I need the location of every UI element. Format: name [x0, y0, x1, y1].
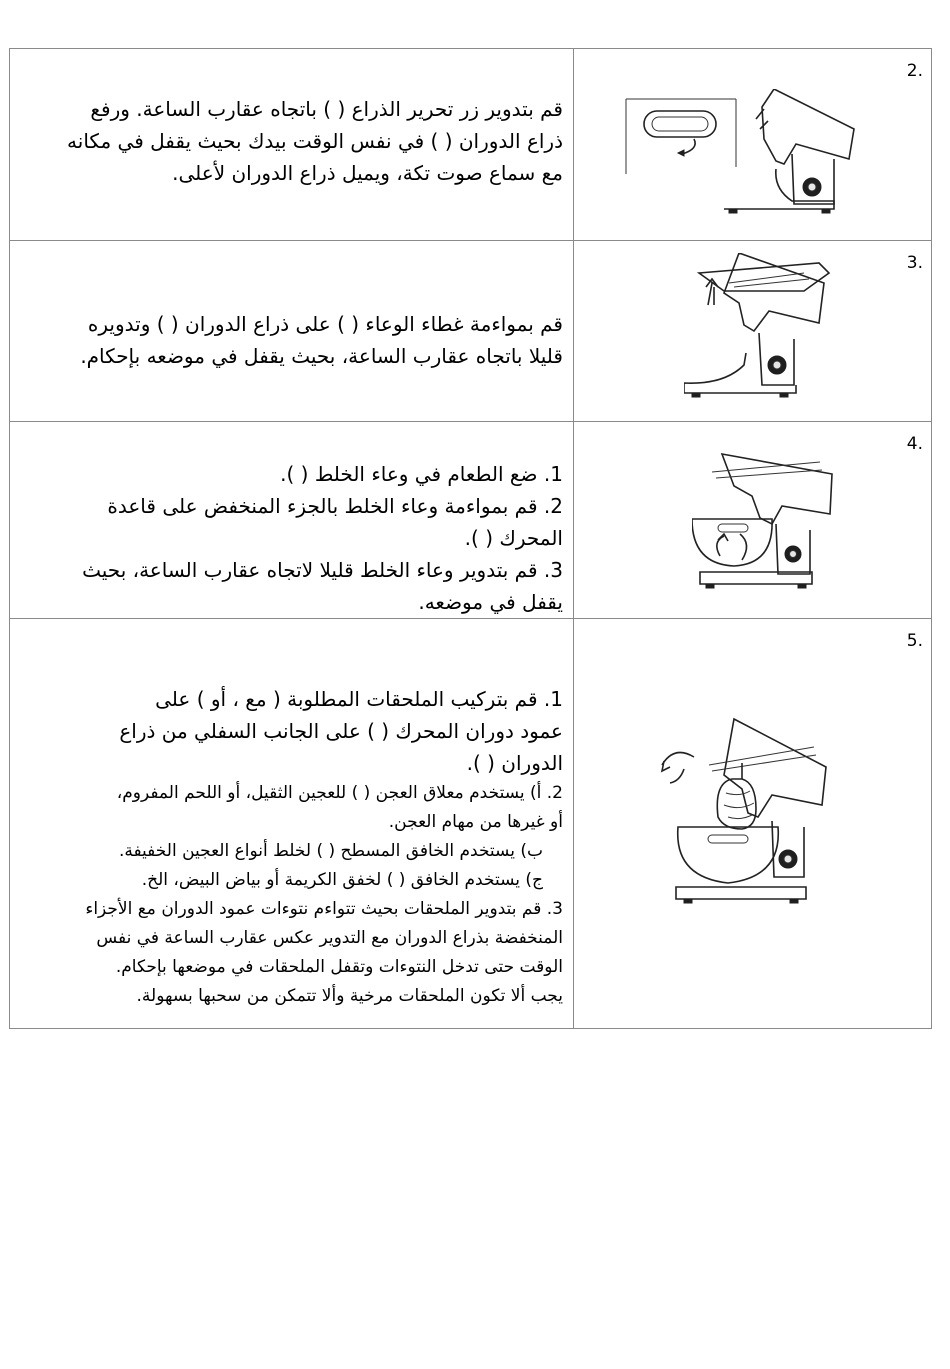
- step-4-image-cell: [574, 422, 932, 619]
- step-2-text: [10, 49, 573, 189]
- step-4-line: يقفل في موضعه.: [418, 590, 563, 614]
- step-4-line: 1. ضع الطعام في وعاء الخلط ( ).: [280, 462, 563, 486]
- step-5-image-cell: [574, 619, 932, 1029]
- step-5-line: ج) يستخدم الخافق ( ) لخفق الكريمة أو بياض البيض، الخ.: [141, 870, 543, 890]
- step-5-line: المنخفضة بذراع الدوران مع التدوير عكس عقارب الساعة في نفس: [96, 928, 563, 948]
- step-5-line: الدوران ( ).: [466, 751, 563, 775]
- step-number: 3.: [906, 253, 923, 273]
- step-2-image-cell: [574, 49, 932, 241]
- step-3-line: قليلا باتجاه عقارب الساعة، بحيث يقفل في موضعه بإحكام.: [80, 344, 563, 368]
- mixer-arm-release-illustration: [624, 89, 864, 219]
- step-4-line: المحرك ( ).: [464, 526, 563, 550]
- step-5-line: أو غيرها من مهام العجن.: [388, 812, 563, 832]
- step-5-text: [10, 619, 573, 1011]
- step-3-image-cell: [574, 241, 932, 422]
- step-3-line: قم بمواءمة غطاء الوعاء ( ) على ذراع الدوران ( ) وتدويره: [87, 312, 563, 336]
- step-3-text-cell: [10, 241, 574, 422]
- step-5-line: يجب ألا تكون الملحقات مرخية وألا تتمكن من سحبها بسهولة.: [136, 986, 563, 1006]
- step-4-text: [10, 422, 573, 618]
- step-2-line: قم بتدوير زر تحرير الذراع ( ) باتجاه عقارب الساعة. ورفع: [90, 97, 563, 121]
- step-5-line: ب) يستخدم الخافق المسطح ( ) لخلط أنواع العجين الخفيفة.: [118, 841, 543, 861]
- step-5-line: 1. قم بتركيب الملحقات المطلوبة ( مع ، أو ) على: [155, 687, 563, 711]
- step-row-3: [10, 241, 932, 422]
- step-2-text-cell: [10, 49, 574, 241]
- instructions-table: [9, 48, 932, 1029]
- step-5-line: 3. قم بتدوير الملحقات بحيث تتواءم نتوءات عمود الدوران مع الأجزاء: [85, 899, 563, 919]
- step-row-4: [10, 422, 932, 619]
- step-5-text-cell: [10, 619, 574, 1029]
- step-2-line: ذراع الدوران ( ) في نفس الوقت بيدك بحيث يقفل في مكانه: [67, 129, 563, 153]
- step-5-line: الوقت حتى تدخل النتوءات وتقفل الملحقات في موضعها بإحكام.: [115, 957, 563, 977]
- step-number: 5.: [906, 631, 923, 651]
- step-5-line: 2. أ) يستخدم معلاق العجن ( ) للعجين الثقيل، أو اللحم المفروم،: [116, 783, 563, 803]
- step-4-line: 2. قم بمواءمة وعاء الخلط بالجزء المنخفض على قاعدة: [107, 494, 563, 518]
- step-4-text-cell: [10, 422, 574, 619]
- step-4-line: 3. قم بتدوير وعاء الخلط قليلا لاتجاه عقارب الساعة، بحيث: [82, 558, 563, 582]
- step-number: 2.: [906, 61, 923, 81]
- step-row-2: [10, 49, 932, 241]
- step-5-line: عمود دوران المحرك ( ) على الجانب السفلي من ذراع: [119, 719, 563, 743]
- mixing-bowl-illustration: [692, 444, 842, 596]
- step-number: 4.: [906, 434, 923, 454]
- bowl-cover-illustration: [684, 253, 844, 411]
- step-3-text: [10, 241, 573, 372]
- step-row-5: [10, 619, 932, 1029]
- attachment-install-illustration: [654, 717, 834, 917]
- step-2-line: مع سماع صوت تكة، ويميل ذراع الدوران لأعلى.: [172, 161, 563, 185]
